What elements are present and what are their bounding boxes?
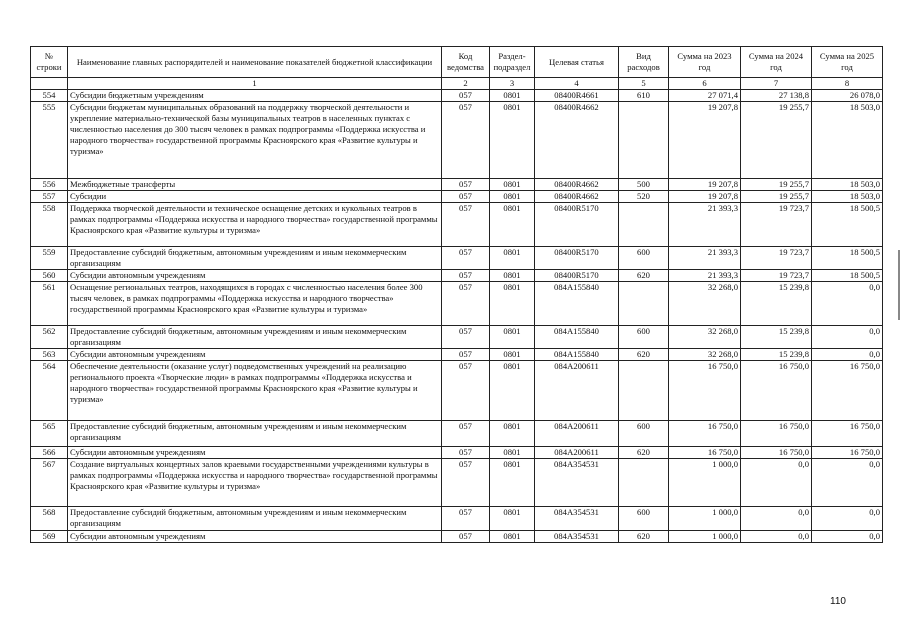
sum-2023: 1 000,0 <box>669 459 741 507</box>
target-code: 08400R4662 <box>535 179 619 191</box>
budget-table <box>30 46 883 543</box>
dept-code: 057 <box>442 447 490 459</box>
header-dept-code: Код ведомства <box>442 47 490 78</box>
dept-code: 057 <box>442 459 490 507</box>
dept-code: 057 <box>442 90 490 102</box>
sum-2023: 19 207,8 <box>669 191 741 203</box>
expense-type: 600 <box>619 421 669 447</box>
sum-2023: 19 207,8 <box>669 102 741 179</box>
row-number: 565 <box>31 421 68 447</box>
row-number: 557 <box>31 191 68 203</box>
sum-2024: 19 723,7 <box>741 247 812 270</box>
row-name: Предоставление субсидий бюджетным, автономным учреждениям и иным некоммерческим организациям <box>68 507 442 531</box>
table-body <box>31 90 883 543</box>
col-number: 6 <box>669 78 741 90</box>
col-number <box>31 78 68 90</box>
section-code: 0801 <box>490 179 535 191</box>
sum-2023: 1 000,0 <box>669 531 741 543</box>
expense-type: 620 <box>619 531 669 543</box>
table-row <box>31 90 883 102</box>
expense-type: 600 <box>619 326 669 349</box>
dept-code: 057 <box>442 507 490 531</box>
target-code: 084A200611 <box>535 361 619 421</box>
sum-2025: 0,0 <box>812 326 883 349</box>
table-row <box>31 247 883 270</box>
sum-2024: 19 255,7 <box>741 102 812 179</box>
sum-2024: 16 750,0 <box>741 447 812 459</box>
sum-2024: 0,0 <box>741 507 812 531</box>
dept-code: 057 <box>442 270 490 282</box>
row-name: Субсидии бюджетам муниципальных образований на поддержку творческой деятельности и укрепление материально-технической базы муниципальных театров в населенных пунктах с численностью населения до 300 тысяч человек в рамках подпрограммы «Поддержка искусства и народного творчества» государственной программы Красноярского края «Развитие культуры и туризма» <box>68 102 442 179</box>
sum-2023: 32 268,0 <box>669 282 741 326</box>
sum-2025: 18 503,0 <box>812 191 883 203</box>
table-row <box>31 191 883 203</box>
target-code: 084A354531 <box>535 531 619 543</box>
row-name: Создание виртуальных концертных залов краевыми государственными учреждениями культуры в рамках подпрограммы «Поддержка искусства и народного творчества» государственной программы Красноярского края «Развитие культуры и туризма» <box>68 459 442 507</box>
sum-2025: 18 500,5 <box>812 270 883 282</box>
sum-2023: 32 268,0 <box>669 349 741 361</box>
row-name: Предоставление субсидий бюджетным, автономным учреждениям и иным некоммерческим организациям <box>68 247 442 270</box>
table-row <box>31 179 883 191</box>
row-name: Субсидии <box>68 191 442 203</box>
row-name: Обеспечение деятельности (оказание услуг) подведомственных учреждений на реализацию регионального проекта «Творческие люди» в рамках подпрограммы «Поддержка искусства и народного творчества» государственной программы Красноярского края «Развитие культуры и туризма» <box>68 361 442 421</box>
section-code: 0801 <box>490 447 535 459</box>
header-row-no: № строки <box>31 47 68 78</box>
row-name: Субсидии автономным учреждениям <box>68 531 442 543</box>
section-code: 0801 <box>490 507 535 531</box>
col-number: 2 <box>442 78 490 90</box>
dept-code: 057 <box>442 179 490 191</box>
row-name: Предоставление субсидий бюджетным, автономным учреждениям и иным некоммерческим организациям <box>68 421 442 447</box>
sum-2024: 15 239,8 <box>741 349 812 361</box>
expense-type <box>619 459 669 507</box>
sum-2025: 0,0 <box>812 507 883 531</box>
target-code: 084A200611 <box>535 421 619 447</box>
col-number: 8 <box>812 78 883 90</box>
table-row <box>31 459 883 507</box>
row-number: 554 <box>31 90 68 102</box>
target-code: 084A155840 <box>535 282 619 326</box>
table-row <box>31 349 883 361</box>
row-name: Предоставление субсидий бюджетным, автономным учреждениям и иным некоммерческим организациям <box>68 326 442 349</box>
table-row <box>31 282 883 326</box>
sum-2023: 16 750,0 <box>669 361 741 421</box>
section-code: 0801 <box>490 203 535 247</box>
col-number: 1 <box>68 78 442 90</box>
row-name: Субсидии автономным учреждениям <box>68 447 442 459</box>
sum-2025: 16 750,0 <box>812 361 883 421</box>
row-number: 569 <box>31 531 68 543</box>
section-code: 0801 <box>490 247 535 270</box>
row-number: 556 <box>31 179 68 191</box>
table-row <box>31 531 883 543</box>
sum-2025: 0,0 <box>812 349 883 361</box>
expense-type: 620 <box>619 349 669 361</box>
sum-2024: 19 255,7 <box>741 179 812 191</box>
sum-2025: 18 503,0 <box>812 179 883 191</box>
section-code: 0801 <box>490 349 535 361</box>
col-number: 7 <box>741 78 812 90</box>
target-code: 08400R5170 <box>535 203 619 247</box>
row-number: 558 <box>31 203 68 247</box>
sum-2024: 27 138,8 <box>741 90 812 102</box>
sum-2024: 0,0 <box>741 459 812 507</box>
header-sum-2023: Сумма на 2023 год <box>669 47 741 78</box>
sum-2025: 18 503,0 <box>812 102 883 179</box>
row-number: 564 <box>31 361 68 421</box>
sum-2024: 19 255,7 <box>741 191 812 203</box>
sum-2024: 16 750,0 <box>741 361 812 421</box>
target-code: 084A155840 <box>535 326 619 349</box>
table-row <box>31 447 883 459</box>
expense-type: 610 <box>619 90 669 102</box>
table-row <box>31 421 883 447</box>
row-number: 566 <box>31 447 68 459</box>
table-row <box>31 507 883 531</box>
sum-2024: 16 750,0 <box>741 421 812 447</box>
section-code: 0801 <box>490 421 535 447</box>
row-name: Оснащение региональных театров, находящихся в городах с численностью населения более 300 тысяч человек, в рамках подпрограммы «Поддержка искусства и народного творчества» государственной программы Красноярского края «Развитие культуры и туризма» <box>68 282 442 326</box>
dept-code: 057 <box>442 361 490 421</box>
dept-code: 057 <box>442 203 490 247</box>
col-number: 4 <box>535 78 619 90</box>
dept-code: 057 <box>442 102 490 179</box>
target-code: 08400R4662 <box>535 191 619 203</box>
sum-2023: 1 000,0 <box>669 507 741 531</box>
sum-2025: 0,0 <box>812 282 883 326</box>
expense-type: 620 <box>619 270 669 282</box>
table-row <box>31 270 883 282</box>
budget-sheet <box>30 46 883 543</box>
target-code: 08400R5170 <box>535 247 619 270</box>
section-code: 0801 <box>490 102 535 179</box>
section-code: 0801 <box>490 90 535 102</box>
row-number: 562 <box>31 326 68 349</box>
row-name: Субсидии автономным учреждениям <box>68 270 442 282</box>
sum-2024: 15 239,8 <box>741 282 812 326</box>
sum-2023: 19 207,8 <box>669 179 741 191</box>
column-number-row <box>31 78 883 90</box>
sum-2025: 26 078,0 <box>812 90 883 102</box>
sum-2024: 19 723,7 <box>741 203 812 247</box>
table-row <box>31 326 883 349</box>
page-number: 110 <box>830 596 846 607</box>
sum-2025: 18 500,5 <box>812 247 883 270</box>
sum-2025: 0,0 <box>812 531 883 543</box>
sum-2024: 19 723,7 <box>741 270 812 282</box>
target-code: 08400R4662 <box>535 102 619 179</box>
header-section: Раздел-подраздел <box>490 47 535 78</box>
header-sum-2024: Сумма на 2024 год <box>741 47 812 78</box>
sum-2023: 27 071,4 <box>669 90 741 102</box>
expense-type <box>619 203 669 247</box>
table-row <box>31 203 883 247</box>
header-row <box>31 47 883 78</box>
header-expense-type: Вид расходов <box>619 47 669 78</box>
section-code: 0801 <box>490 270 535 282</box>
section-code: 0801 <box>490 282 535 326</box>
expense-type: 500 <box>619 179 669 191</box>
dept-code: 057 <box>442 531 490 543</box>
table-row <box>31 361 883 421</box>
header-target: Целевая статья <box>535 47 619 78</box>
row-number: 559 <box>31 247 68 270</box>
section-code: 0801 <box>490 191 535 203</box>
expense-type <box>619 361 669 421</box>
row-number: 560 <box>31 270 68 282</box>
expense-type: 520 <box>619 191 669 203</box>
table-row <box>31 102 883 179</box>
header-sum-2025: Сумма на 2025 год <box>812 47 883 78</box>
sum-2024: 15 239,8 <box>741 326 812 349</box>
row-name: Поддержка творческой деятельности и техническое оснащение детских и кукольных театров в рамках подпрограммы «Поддержка искусства и народного творчества» государственной программы Красноярского края «Развитие культуры и туризма» <box>68 203 442 247</box>
section-code: 0801 <box>490 361 535 421</box>
sum-2023: 21 393,3 <box>669 270 741 282</box>
sum-2025: 0,0 <box>812 459 883 507</box>
row-number: 568 <box>31 507 68 531</box>
row-number: 563 <box>31 349 68 361</box>
row-name: Межбюджетные трансферты <box>68 179 442 191</box>
dept-code: 057 <box>442 247 490 270</box>
dept-code: 057 <box>442 349 490 361</box>
section-code: 0801 <box>490 531 535 543</box>
sum-2023: 16 750,0 <box>669 447 741 459</box>
target-code: 084A354531 <box>535 507 619 531</box>
target-code: 084A200611 <box>535 447 619 459</box>
sum-2024: 0,0 <box>741 531 812 543</box>
scan-edge-mark <box>898 250 900 320</box>
dept-code: 057 <box>442 282 490 326</box>
sum-2025: 16 750,0 <box>812 447 883 459</box>
row-name: Субсидии автономным учреждениям <box>68 349 442 361</box>
target-code: 084A155840 <box>535 349 619 361</box>
expense-type: 600 <box>619 507 669 531</box>
expense-type: 600 <box>619 247 669 270</box>
sum-2025: 16 750,0 <box>812 421 883 447</box>
section-code: 0801 <box>490 459 535 507</box>
col-number: 5 <box>619 78 669 90</box>
dept-code: 057 <box>442 421 490 447</box>
header-name: Наименование главных распорядителей и наименование показателей бюджетной классификации <box>68 47 442 78</box>
row-number: 567 <box>31 459 68 507</box>
target-code: 08400R5170 <box>535 270 619 282</box>
row-name: Субсидии бюджетным учреждениям <box>68 90 442 102</box>
expense-type <box>619 282 669 326</box>
section-code: 0801 <box>490 326 535 349</box>
sum-2023: 21 393,3 <box>669 247 741 270</box>
sum-2023: 21 393,3 <box>669 203 741 247</box>
expense-type <box>619 102 669 179</box>
row-number: 561 <box>31 282 68 326</box>
dept-code: 057 <box>442 191 490 203</box>
target-code: 08400R4661 <box>535 90 619 102</box>
sum-2025: 18 500,5 <box>812 203 883 247</box>
expense-type: 620 <box>619 447 669 459</box>
sum-2023: 32 268,0 <box>669 326 741 349</box>
sum-2023: 16 750,0 <box>669 421 741 447</box>
target-code: 084A354531 <box>535 459 619 507</box>
dept-code: 057 <box>442 326 490 349</box>
col-number: 3 <box>490 78 535 90</box>
row-number: 555 <box>31 102 68 179</box>
